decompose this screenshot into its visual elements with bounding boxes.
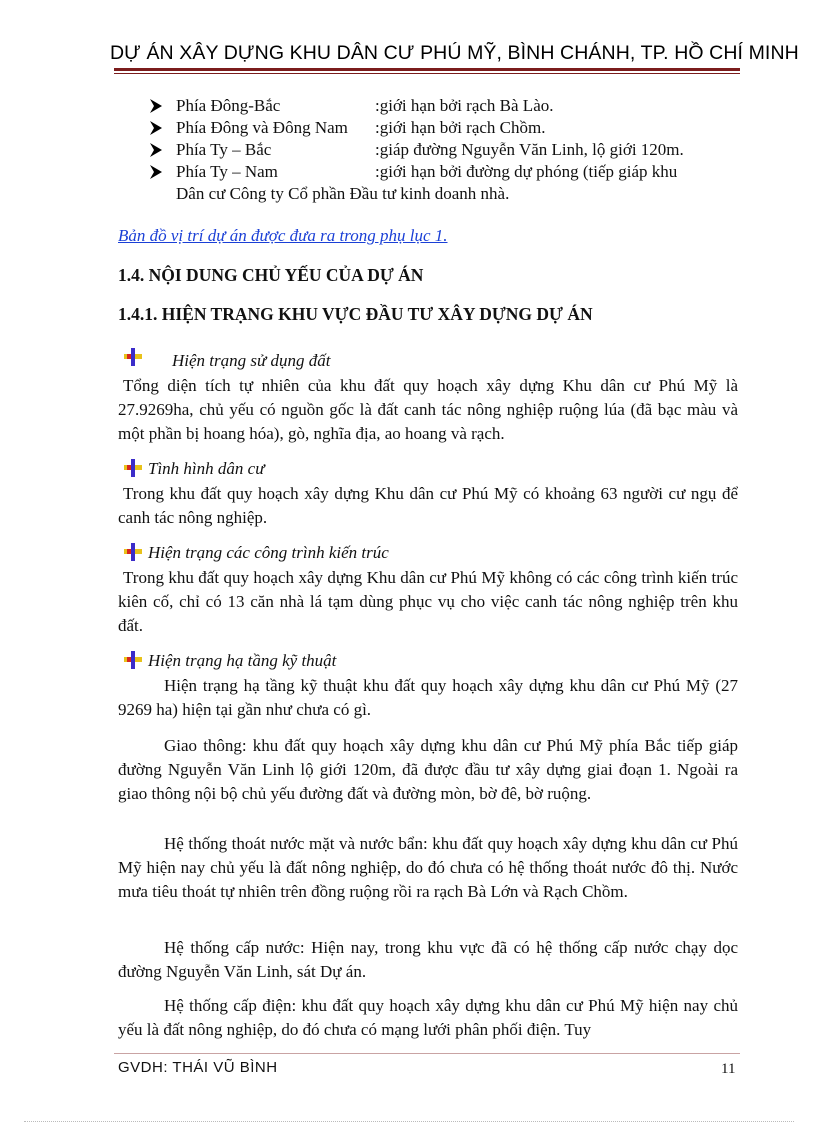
section-heading-1-4: 1.4. NỘI DUNG CHỦ YẾU CỦA DỰ ÁN — [118, 265, 424, 285]
infrastructure-intro: Hiện trạng hạ tầng kỹ thuật khu đất quy hoạch xây dựng khu dân cư Phú Mỹ (27 9269 ha) hiện tại gần như chưa có gì. — [118, 676, 738, 719]
arrow-bullet-icon — [150, 121, 162, 135]
buildings-text: Trong khu đất quy hoạch xây dựng Khu dân cư Phú Mỹ không có các công trình kiến trúc kiên cố, chỉ có 13 căn nhà lá tạm dùng phục vụ cho việc canh tác nông nghiệp trên khu đất. — [118, 568, 738, 635]
header-rule-thick — [114, 68, 740, 71]
buildings-heading: Hiện trạng các công trình kiến trúc — [148, 543, 389, 562]
population-heading: Tình hình dân cư — [148, 459, 265, 478]
arrow-bullet-icon — [150, 99, 162, 113]
power-supply-paragraph: Hệ thống cấp điện: khu đất quy hoạch xây dựng khu dân cư Phú Mỹ hiện nay chủ yếu là đất nông nghiệp, do đó chưa có mạng lưới phân phối điện. Tuy — [118, 996, 738, 1039]
boundary-item — [150, 161, 740, 183]
pushpin-icon — [124, 348, 142, 366]
land-use-text: Tổng diện tích tự nhiên của khu đất quy hoạch xây dựng Khu dân cư Phú Mỹ là 27.9269ha, chủ yếu có nguồn gốc là đất canh tác nông nghiệp ruộng lúa (đã bạc màu và một phần bị hoang hóa), gò, nghĩa địa, ao hoang và rạch. — [118, 376, 738, 443]
boundary-item — [150, 139, 740, 161]
page-number: 11 — [721, 1061, 736, 1077]
pushpin-icon — [124, 459, 142, 477]
boundary-item — [150, 95, 740, 117]
boundary-desc: :giáp đường Nguyễn Văn Linh, lộ giới 120m. — [375, 140, 684, 159]
boundary-label: Phía Đông-Bắc — [176, 96, 281, 115]
boundary-list — [150, 95, 740, 205]
boundary-desc: :giới hạn bởi rạch Bà Lào. — [375, 96, 554, 115]
traffic-paragraph: Giao thông: khu đất quy hoạch xây dựng khu dân cư Phú Mỹ phía Bắc tiếp giáp đường Nguyễn Văn Linh lộ giới 120m, đã được đầu tư xây dựng giai đoạn 1. Ngoài ra giao thông nội bộ chủ yếu đường đất và đường mòn, bờ đê, bờ ruộng. — [118, 736, 738, 803]
water-supply-paragraph: Hệ thống cấp nước: Hiện nay, trong khu vực đã có hệ thống cấp nước chạy dọc đường Nguyễn Văn Linh, sát Dự án. — [118, 938, 738, 981]
pushpin-icon — [124, 543, 142, 561]
boundary-label: Phía Ty – Bắc — [176, 140, 272, 159]
land-use-heading: Hiện trạng sử dụng đất — [172, 351, 331, 370]
boundary-label: Phía Đông và Đông Nam — [176, 118, 348, 137]
footer-supervisor: GVDH: THÁI VŨ BÌNH — [118, 1059, 278, 1076]
header-rule-thin — [114, 73, 740, 74]
boundary-desc: :giới hạn bởi rạch Chồm. — [375, 118, 546, 137]
drainage-paragraph: Hệ thống thoát nước mặt và nước bẩn: khu đất quy hoạch xây dựng khu dân cư Phú Mỹ hiện nay chủ yếu là đất nông nghiệp, do đó chưa có hệ thống thoát nước đô thị. Nước mưa tiêu thoát tự nhiên trên đồng ruộng rồi ra rạch Bà Lớn và Rạch Chồm. — [118, 834, 738, 901]
pushpin-icon — [124, 651, 142, 669]
page-bottom-edge — [24, 1121, 794, 1122]
footer-rule — [114, 1053, 740, 1054]
arrow-bullet-icon — [150, 165, 162, 179]
boundary-label: Phía Ty – Nam — [176, 162, 278, 181]
arrow-bullet-icon — [150, 143, 162, 157]
section-heading-1-4-1: 1.4.1. HIỆN TRẠNG KHU VỰC ĐẦU TƯ XÂY DỰNG DỰ ÁN — [118, 304, 593, 324]
boundary-item — [150, 117, 740, 139]
map-appendix-link[interactable]: Bản đồ vị trí dự án được đưa ra trong phụ lục 1. — [118, 226, 448, 245]
boundary-continuation: Dân cư Công ty Cổ phần Đầu tư kinh doanh nhà. — [176, 184, 510, 203]
infrastructure-heading: Hiện trạng hạ tầng kỹ thuật — [148, 651, 337, 670]
boundary-desc: :giới hạn bởi đường dự phóng (tiếp giáp khu — [375, 162, 678, 181]
population-text: Trong khu đất quy hoạch xây dựng Khu dân cư Phú Mỹ có khoảng 63 người cư ngụ để canh tác nông nghiệp. — [118, 484, 738, 527]
header-title: DỰ ÁN XÂY DỰNG KHU DÂN CƯ PHÚ MỸ, BÌNH CHÁNH, TP. HỒ CHÍ MINH — [110, 42, 799, 64]
